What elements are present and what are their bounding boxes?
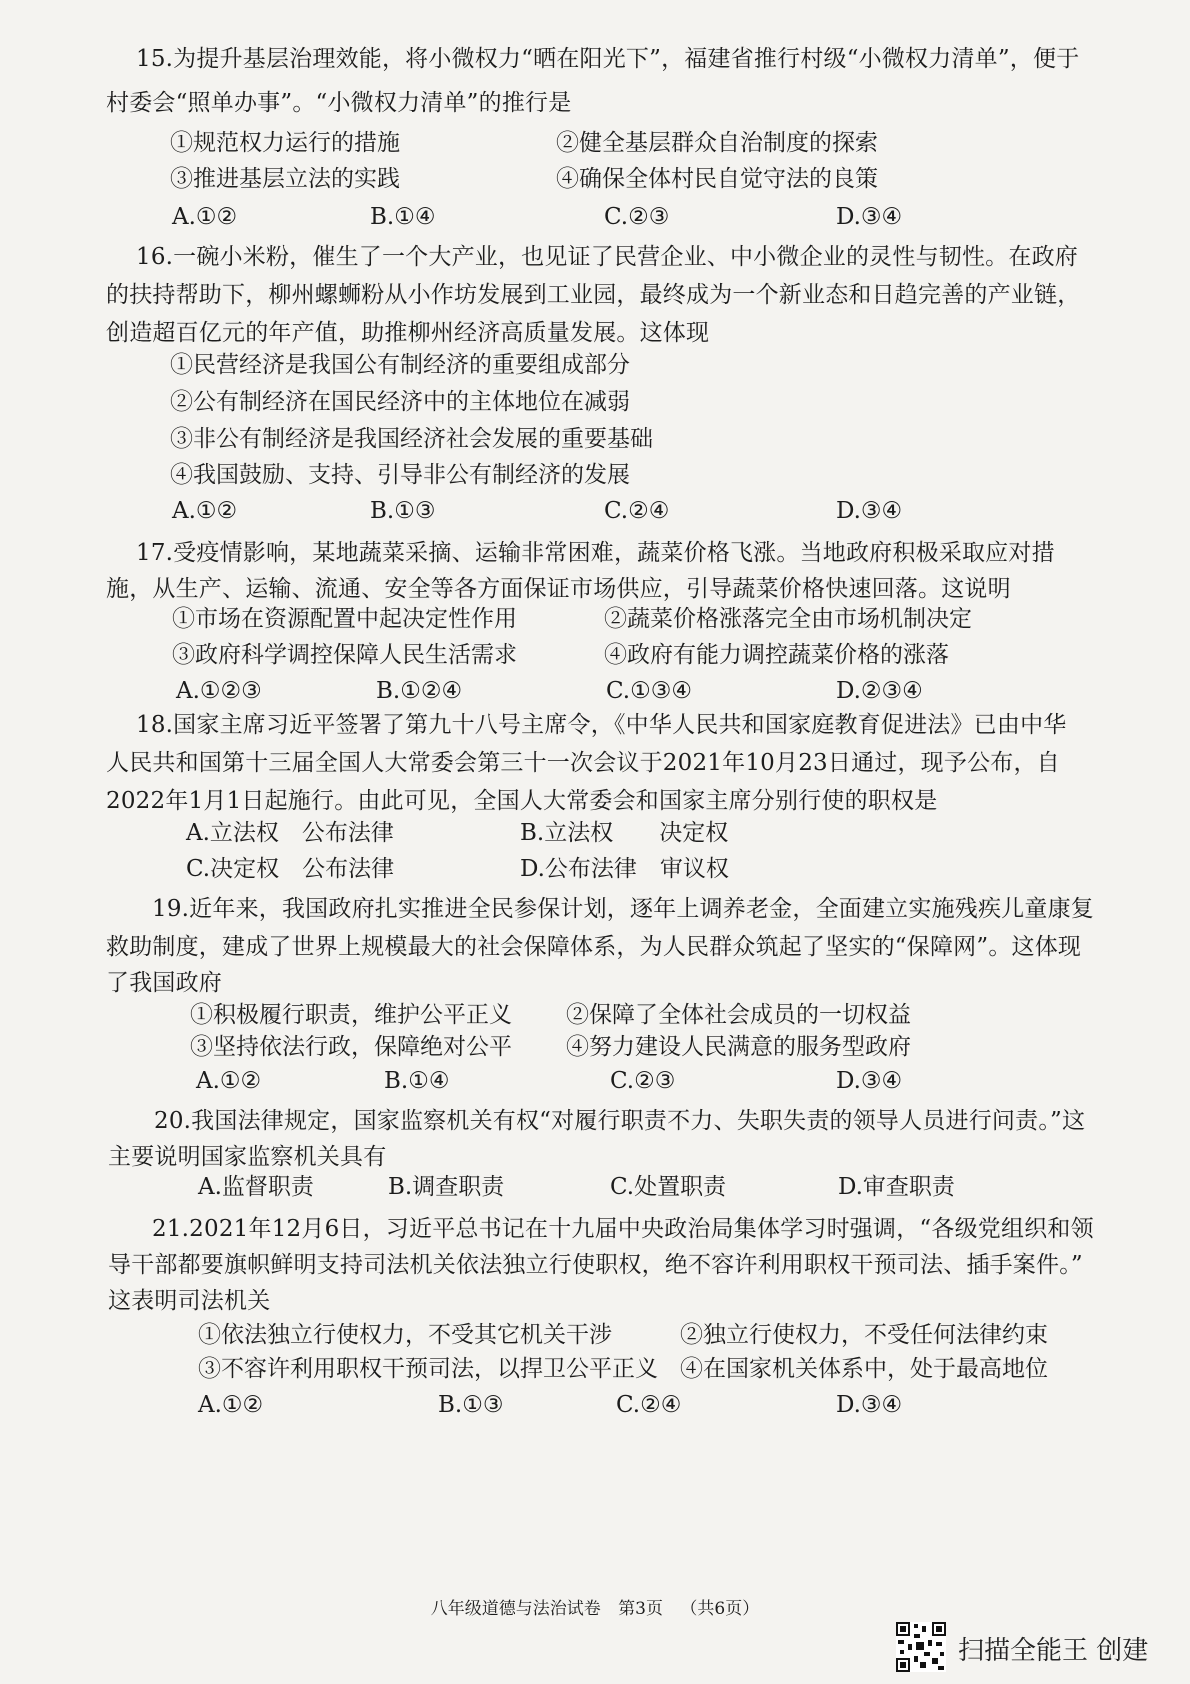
answer-choice-a: A.①② <box>172 204 238 230</box>
question-stem-line: 19.近年来，我国政府扎实推进全民参保计划，逐年上调养老金，全面建立实施残疾儿童康复 <box>152 896 1094 922</box>
question-stem-line: 这表明司法机关 <box>108 1288 271 1314</box>
statement-option: ④政府有能力调控蔬菜价格的涨落 <box>604 642 949 668</box>
answer-choice-a: A.监督职责 <box>198 1174 314 1200</box>
statement-option: ②蔬菜价格涨落完全由市场机制决定 <box>604 606 972 632</box>
statement-option: ③推进基层立法的实践 <box>170 166 400 192</box>
answer-choice-c: C.决定权 公布法律 <box>186 856 395 882</box>
qr-code-icon <box>896 1622 946 1672</box>
answer-choice-a: A.①② <box>198 1392 264 1418</box>
answer-choice-c: C.②③ <box>610 1068 676 1094</box>
question-stem-line: 施，从生产、运输、流通、安全等各方面保证市场供应，引导蔬菜价格快速回落。这说明 <box>106 576 1011 602</box>
answer-choice-b: B.①④ <box>370 204 436 230</box>
statement-option: ③不容许利用职权干预司法，以捍卫公平正义 <box>198 1356 658 1382</box>
answer-choice-d: D.审查职责 <box>838 1174 955 1200</box>
answer-choice-d: D.③④ <box>836 1068 903 1094</box>
page-footer <box>0 1594 1190 1619</box>
statement-option: ④努力建设人民满意的服务型政府 <box>566 1034 911 1060</box>
answer-choice-b: B.①③ <box>438 1392 504 1418</box>
answer-choice-a: A.①②③ <box>176 678 262 704</box>
statement-option: ②保障了全体社会成员的一切权益 <box>566 1002 911 1028</box>
statement-option: ④在国家机关体系中，处于最高地位 <box>680 1356 1048 1382</box>
answer-choice-d: D.③④ <box>836 1392 903 1418</box>
question-stem-line: 村委会“照单办事”。“小微权力清单”的推行是 <box>106 90 572 116</box>
question-stem-line: 的扶持帮助下，柳州螺蛳粉从小作坊发展到工业园，最终成为一个新业态和日趋完善的产业链， <box>106 282 1081 308</box>
answer-choice-b: B.①②④ <box>376 678 463 704</box>
page-number: 第3页 <box>618 1599 663 1619</box>
statement-option: ②健全基层群众自治制度的探索 <box>556 130 878 156</box>
statement-option: ②公有制经济在国民经济中的主体地位在减弱 <box>170 389 630 415</box>
statement-option: ④我国鼓励、支持、引导非公有制经济的发展 <box>170 462 630 488</box>
question-stem-line: 救助制度，建成了世界上规模最大的社会保障体系，为人民群众筑起了坚实的“保障网”。这体现 <box>106 934 1082 960</box>
answer-choice-b: B.①③ <box>370 498 436 524</box>
statement-option: ①依法独立行使权力，不受其它机关干涉 <box>198 1322 612 1348</box>
answer-choice-b: B.立法权 决定权 <box>520 820 729 846</box>
answer-choice-a: A.①② <box>172 498 238 524</box>
answer-choice-d: D.②③④ <box>836 678 923 704</box>
page-total: （共6页） <box>680 1599 760 1619</box>
statement-option: ③政府科学调控保障人民生活需求 <box>172 642 517 668</box>
question-stem-line: 18.国家主席习近平签署了第九十八号主席令，《中华人民共和国家庭教育促进法》已由中华 <box>136 712 1067 738</box>
statement-option: ①市场在资源配置中起决定性作用 <box>172 606 517 632</box>
answer-choice-d: D.③④ <box>836 204 903 230</box>
question-stem-line: 了我国政府 <box>106 970 222 996</box>
question-stem-line: 17.受疫情影响，某地蔬菜采摘、运输非常困难，蔬菜价格飞涨。当地政府积极采取应对措 <box>136 540 1055 566</box>
statement-option: ②独立行使权力，不受任何法律约束 <box>680 1322 1048 1348</box>
answer-choice-d: D.③④ <box>836 498 903 524</box>
statement-option: ③非公有制经济是我国经济社会发展的重要基础 <box>170 426 653 452</box>
question-stem-line: 20.我国法律规定，国家监察机关有权“对履行职责不力、失职失责的领导人员进行问责。”这 <box>154 1108 1086 1134</box>
answer-choice-a: A.立法权 公布法律 <box>186 820 394 846</box>
answer-choice-b: B.调查职责 <box>388 1174 505 1200</box>
question-stem-line: 创造超百亿元的年产值，助推柳州经济高质量发展。这体现 <box>106 320 710 346</box>
question-stem-line: 主要说明国家监察机关具有 <box>108 1144 387 1170</box>
answer-choice-d: D.公布法律 审议权 <box>520 856 729 882</box>
scanner-label: 扫描全能王 创建 <box>958 1636 1149 1666</box>
question-stem-line: 21.2021年12月6日，习近平总书记在十九届中央政治局集体学习时强调，“各级党组织和领 <box>152 1216 1094 1242</box>
statement-option: ③坚持依法行政，保障绝对公平 <box>190 1034 512 1060</box>
question-stem-line: 导干部都要旗帜鲜明支持司法机关依法独立行使职权，绝不容许利用职权干预司法、插手案件。” <box>108 1252 1083 1278</box>
answer-choice-c: C.①③④ <box>606 678 692 704</box>
statement-option: ①积极履行职责，维护公平正义 <box>190 1002 512 1028</box>
statement-option: ①规范权力运行的措施 <box>170 130 400 156</box>
statement-option: ④确保全体村民自觉守法的良策 <box>556 166 878 192</box>
answer-choice-c: C.②④ <box>604 498 670 524</box>
exam-title: 八年级道德与法治试卷 <box>430 1599 601 1619</box>
answer-choice-c: C.②④ <box>616 1392 682 1418</box>
answer-choice-a: A.①② <box>196 1068 262 1094</box>
statement-option: ①民营经济是我国公有制经济的重要组成部分 <box>170 352 630 378</box>
scanner-watermark <box>896 1622 1186 1672</box>
question-stem-line: 15.为提升基层治理效能，将小微权力“晒在阳光下”，福建省推行村级“小微权力清单”，便于 <box>136 46 1080 72</box>
answer-choice-c: C.处置职责 <box>610 1174 727 1200</box>
question-stem-line: 2022年1月1日起施行。由此可见，全国人大常委会和国家主席分别行使的职权是 <box>106 788 938 814</box>
answer-choice-c: C.②③ <box>604 204 670 230</box>
answer-choice-b: B.①④ <box>384 1068 450 1094</box>
question-stem-line: 人民共和国第十三届全国人大常委会第三十一次会议于2021年10月23日通过，现予公布，自 <box>106 750 1060 776</box>
question-stem-line: 16.一碗小米粉，催生了一个大产业，也见证了民营企业、中小微企业的灵性与韧性。在政府 <box>136 244 1078 270</box>
